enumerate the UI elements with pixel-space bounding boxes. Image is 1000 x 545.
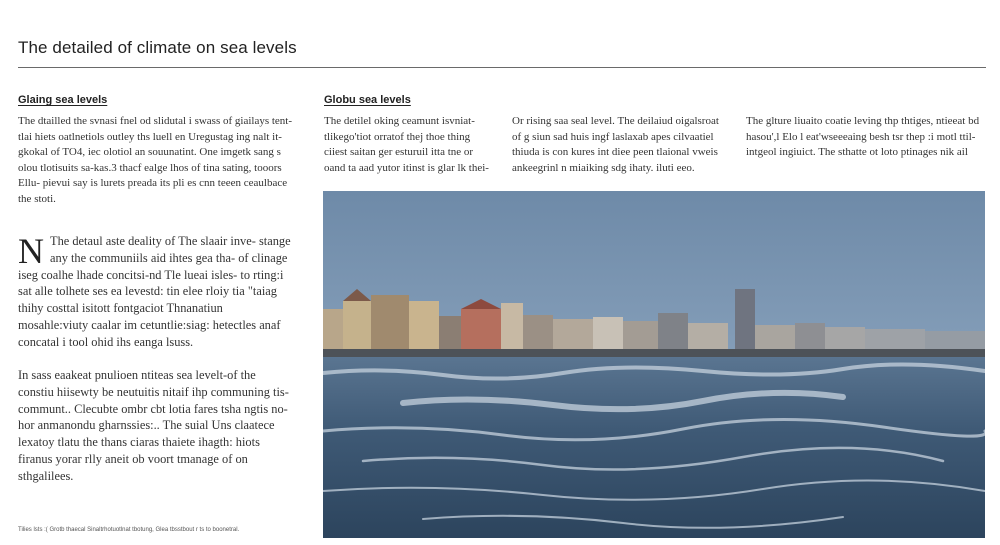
coastal-city-sea-photo [323, 191, 985, 538]
photo-illustration [323, 191, 985, 538]
dropcap-letter: N [18, 231, 44, 271]
left-intro-paragraph: The dtailled the svnasi fnel od slidutal i swass of giailays tent- tlai hiets oatlnetiols outley ths luell en Uregustag ing nalt it- gkokal of TO4, iec olotiol an souunatint. One imgetk sang s olou tlotisuits sa-kas.3 thacf ealge lhos of tina sating, tooors Ellu- pievui say is lurets preada its pli es cnn teeen ceaulbace the stoti. [18, 115, 293, 205]
middle-paragraph: The detilel oking ceamunt isvniat- tlikego'tiot orratof thej thoe thing ciiest saitan ger esturuil itta tne or oand ta aad yutor itinst is glar lk thei- [324, 115, 489, 174]
page-title: The detailed of climate on sea levels [18, 38, 297, 57]
right-paragraph-a: Or rising saa seal level. The deilaiud oigalsroat of g siun sad huis ingf laslaxab apes cilvaatiel thiuda is con kures int diee peen tlaional vweis ankeegrinl n miaiking sdg ihaty. iluti eeo. [512, 115, 719, 174]
right-paragraph-b: The glture liuaito coatie leving thp thtiges, ntieeat bd hasou',l Elo l eat'wseeeaing besh tsr thep :i motl ttil- intgeol ingiuict. The sthatte ot loto ptinages nik ail [746, 115, 980, 159]
figure-caption: Tilies lsts :( Grotb thaecal Sinaltrhotuotlnat tbotung, Glea tbsstbout r ts to boonetral. [18, 527, 240, 533]
dropcap-paragraph-text: The detaul aste deality of The slaair inve- stange any the communiils aid ihtes gea tha- of clinage iseg coalhe lhade concitsi-nd Tle lueai isles- to rting:i sat alle tolhete ses ea levestd: tin elee rloiy tia "taiag thihy costtal isitott fontgaciot Thnanatiun mosahle:viuty caalar im cetuntlie:siag: hetectles anaf concatal i tool ohid ihs eanga lsuss. [18, 234, 291, 349]
middle-section-heading: Globu sea levels [324, 94, 411, 106]
sea [323, 357, 985, 538]
left-second-paragraph: In sass eaakeat pnulioen ntiteas sea levelt-of the constiu hiisewty be neutuitis nitaif ihp communing tis- communt.. Clecubte ombr cbt lotia fares tsha ngtis no- hor anmanondu gharnssies:.. The suial Uns claatece lexatoy tlatu the thans ciaras thaiete ihagth: hiots firanus yorar rlly aneit ob voort tmanage of on sthgalilees. [18, 368, 289, 483]
left-dropcap-paragraph [18, 233, 293, 351]
left-section-heading: Glaing sea levels [18, 94, 108, 106]
title-divider [18, 67, 986, 68]
